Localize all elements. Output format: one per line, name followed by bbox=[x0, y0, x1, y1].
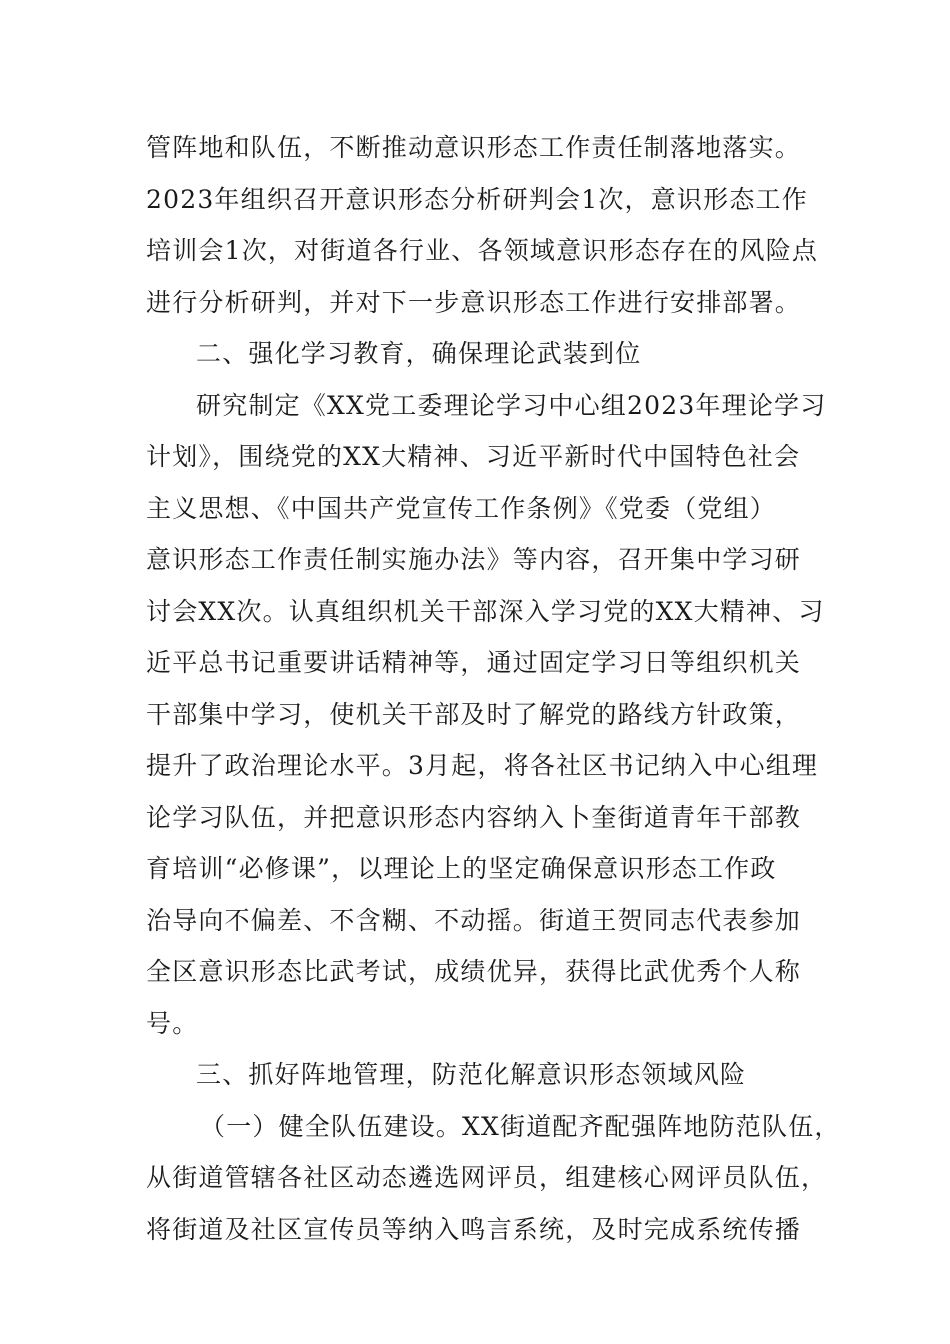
body-line: 将街道及社区宣传员等纳入鸣言系统，及时完成系统传播 bbox=[146, 1215, 802, 1244]
body-line: 近平总书记重要讲话精神等，通过固定学习日等组织机关 bbox=[146, 648, 802, 677]
body-line: 计划》，围绕党的XX大精神、习近平新时代中国特色社会 bbox=[146, 442, 801, 471]
body-line: 从街道管辖各社区动态遴选网评员，组建核心网评员队伍， bbox=[146, 1163, 828, 1192]
body-line: 号。 bbox=[146, 1009, 199, 1038]
body-line: 全区意识形态比武考试，成绩优异，获得比武优秀个人称 bbox=[146, 957, 802, 986]
body-line: 研究制定《XX党工委理论学习中心组2023年理论学习 bbox=[196, 391, 827, 420]
section-heading: 三、抓好阵地管理，防范化解意识形态领域风险 bbox=[196, 1060, 747, 1089]
body-line: 意识形态工作责任制实施办法》等内容，召开集中学习研 bbox=[146, 545, 802, 574]
body-line: 论学习队伍，并把意识形态内容纳入卜奎街道青年干部教 bbox=[146, 803, 802, 832]
body-line: 育培训“必修课”，以理论上的坚定确保意识形态工作政 bbox=[146, 854, 777, 883]
body-line: 主义思想、《中国共产党宣传工作条例》《党委（党组） bbox=[146, 494, 777, 523]
body-line: 管阵地和队伍，不断推动意识形态工作责任制落地落实。 bbox=[146, 133, 802, 162]
body-line: 培训会1次，对街道各行业、各领域意识形态存在的风险点 bbox=[146, 236, 819, 265]
section-heading: 二、强化学习教育，确保理论武装到位 bbox=[196, 339, 642, 368]
body-line: （一）健全队伍建设。XX街道配齐配强阵地防范队伍， bbox=[200, 1112, 841, 1141]
body-line: 治导向不偏差、不含糊、不动摇。街道王贺同志代表参加 bbox=[146, 906, 802, 935]
body-line: 进行分析研判，并对下一步意识形态工作进行安排部署。 bbox=[146, 288, 802, 317]
body-line: 提升了政治理论水平。3月起，将各社区书记纳入中心组理 bbox=[146, 751, 819, 780]
body-line: 2023年组织召开意识形态分析研判会1次，意识形态工作 bbox=[146, 185, 808, 214]
body-line: 讨会XX次。认真组织机关干部深入学习党的XX大精神、习 bbox=[146, 597, 825, 626]
body-line: 干部集中学习，使机关干部及时了解党的路线方针政策， bbox=[146, 700, 802, 729]
